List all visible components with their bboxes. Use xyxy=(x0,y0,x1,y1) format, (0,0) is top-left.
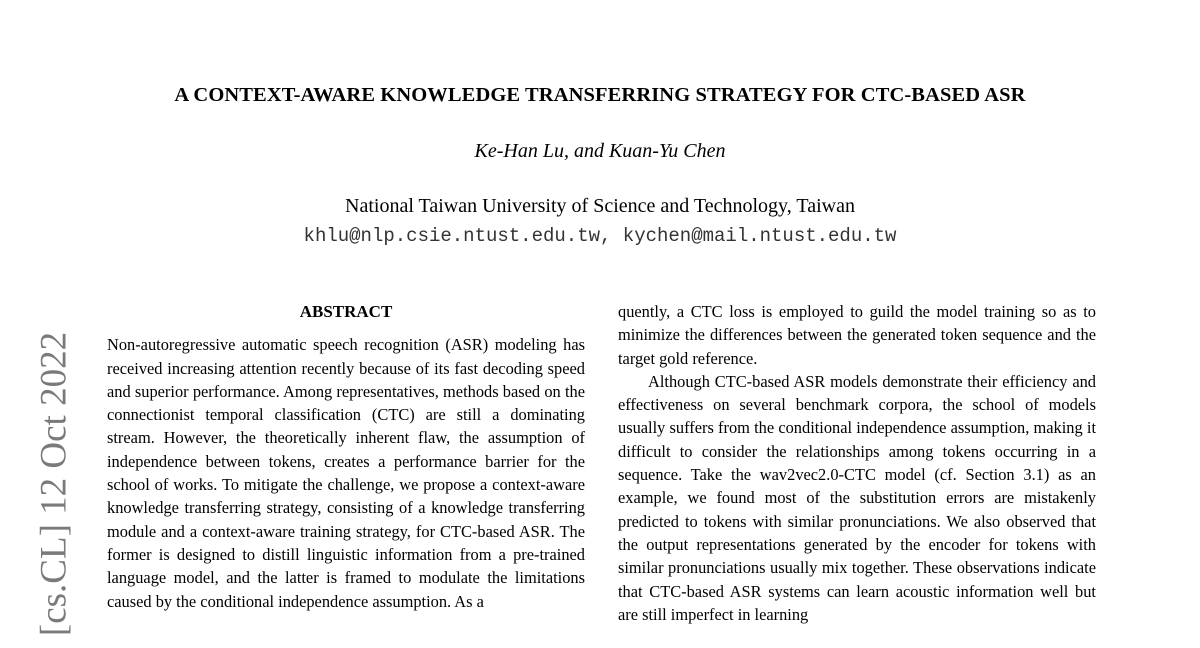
abstract-text: Non-autoregressive automatic speech recognition (ASR) modeling has received increasing attention recently because of its fast decoding speed and superior performance. Among representatives, methods based on the connectionist temporal classification (CTC) are still a dominating stream. However, the theoretically inherent flaw, the assumption of independence between tokens, creates a performance barrier for the school of works. To mitigate the challenge, we propose a context-aware knowledge transferring strategy, consisting of a knowledge transferring module and a context-aware training strategy, for CTC-based ASR. The former is designed to distill linguistic information from a pre-trained language model, and the latter is framed to modulate the limitations caused by the conditional independence assumption. As a xyxy=(107,335,585,611)
intro-paragraph-continued: quently, a CTC loss is employed to guild the model training so as to minimize the differences between the generated token sequence and the target gold reference. xyxy=(618,302,1096,368)
arxiv-stamp-text: [cs.CL] 12 Oct 2022 xyxy=(33,331,75,637)
introduction-column xyxy=(618,300,1096,626)
paper-title: A CONTEXT-AWARE KNOWLEDGE TRANSFERRING STRATEGY FOR CTC-BASED ASR xyxy=(174,84,1026,106)
author-emails: khlu@nlp.csie.ntust.edu.tw, kychen@mail.ntust.edu.tw xyxy=(303,225,897,247)
author-affiliation: National Taiwan University of Science and Technology, Taiwan xyxy=(345,195,855,217)
paper-authors: Ke-Han Lu, and Kuan-Yu Chen xyxy=(474,140,726,162)
abstract-section xyxy=(107,300,585,613)
intro-paragraph: Although CTC-based ASR models demonstrate their efficiency and effectiveness on several benchmark corpora, the school of models usually suffers from the conditional independence assumption, making it difficult to consider the relationships among tokens occurring in a sequence. Take the wav2vec2.0-CTC model (cf. Section 3.1) as an example, we found most of the substitution errors are mistakenly predicted to tokens with similar pronunciations. We also observed that the output representations generated by the encoder for tokens with similar pronunciations usually mix together. These observations indicate that CTC-based ASR systems can learn acoustic information well but are still imperfect in learning xyxy=(618,371,1096,624)
abstract-heading: ABSTRACT xyxy=(299,302,393,321)
